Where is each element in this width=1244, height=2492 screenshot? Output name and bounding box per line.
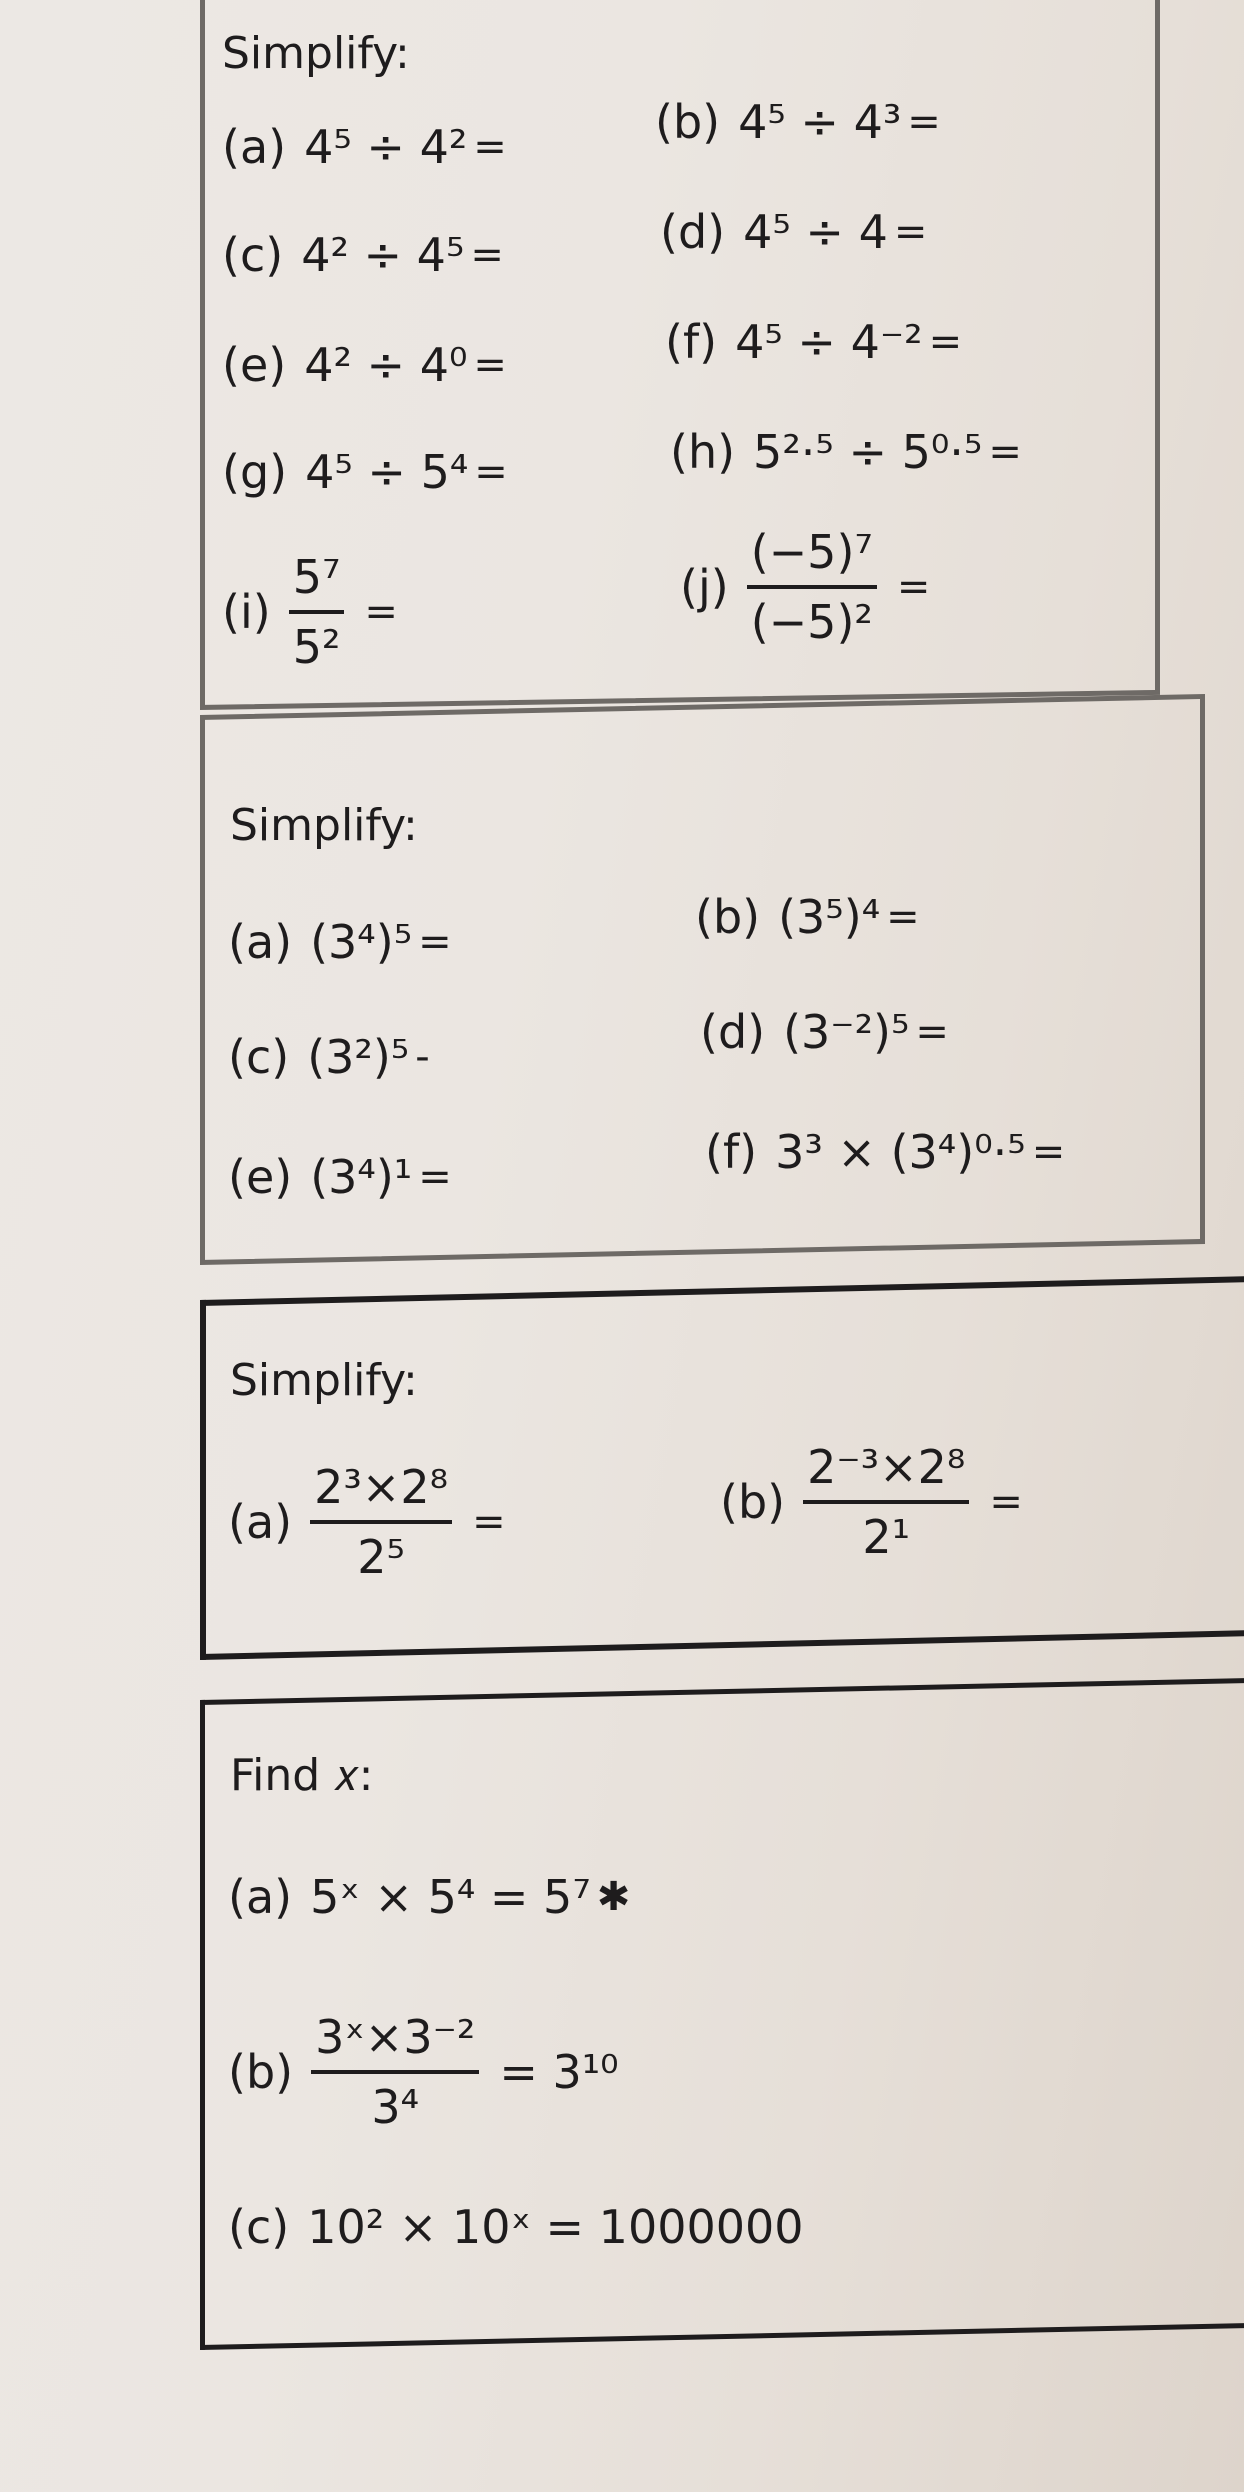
problem-item	[222, 228, 504, 282]
problem-label: (f)	[665, 315, 718, 369]
fraction-numerator: 3ˣ×3⁻²	[315, 2010, 476, 2064]
problem-item	[670, 425, 1022, 479]
handwritten-mark: =	[988, 429, 1022, 475]
section-heading: Find 𝑥:	[230, 1750, 374, 1801]
problem-label: (c)	[228, 2200, 290, 2254]
problem-expression: (3⁴)¹	[310, 1150, 413, 1204]
handwritten-mark: =	[893, 209, 928, 255]
problem-label: (d)	[660, 205, 726, 259]
problem-item	[222, 550, 398, 674]
problem-expression: 3³ × (3⁴)⁰·⁵	[775, 1125, 1026, 1179]
handwritten-mark: =	[896, 564, 931, 610]
fraction-denominator: 3⁴	[371, 2080, 420, 2134]
fraction	[310, 1460, 452, 1584]
fraction	[289, 550, 345, 674]
handwritten-mark: =	[907, 99, 941, 145]
problem-label: (e)	[222, 338, 287, 392]
problem-item	[665, 315, 962, 369]
problem-label: (d)	[700, 1005, 766, 1059]
problem-label: (e)	[228, 1150, 293, 1204]
problem-item	[228, 2200, 804, 2254]
fraction-numerator: (−5)⁷	[750, 525, 873, 579]
problem-label: (j)	[680, 560, 729, 614]
problem-expression: 4⁵ ÷ 4²	[304, 120, 468, 174]
problem-expression: (3⁻²)⁵	[783, 1005, 910, 1059]
fraction	[311, 2010, 479, 2134]
section-heading: Simplify:	[230, 1355, 418, 1406]
problem-label: (b)	[228, 2045, 294, 2099]
problem-item	[228, 1870, 630, 1924]
handwritten-mark: =	[989, 1479, 1023, 1525]
fraction	[803, 1440, 969, 1564]
problem-item	[222, 120, 507, 174]
problem-expression: 4² ÷ 4⁵	[301, 228, 465, 282]
problem-expression: 10² × 10ˣ = 1000000	[307, 2200, 804, 2254]
problem-expression: 5²·⁵ ÷ 5⁰·⁵	[753, 425, 983, 479]
handwritten-mark: =	[915, 1009, 949, 1055]
fraction-denominator: 5²	[292, 620, 341, 674]
problem-label: (b)	[695, 890, 761, 944]
section-heading: Simplify:	[222, 28, 410, 79]
problem-expression: 5ˣ × 5⁴ = 5⁷	[310, 1870, 591, 1924]
handwritten-mark: =	[470, 232, 504, 278]
problem-expression: 4⁵ ÷ 4⁻²	[735, 315, 923, 369]
fraction	[747, 525, 877, 649]
problem-expression: (3⁵)⁴	[778, 890, 881, 944]
problem-label: (c)	[222, 228, 284, 282]
fraction-denominator: 2¹	[862, 1510, 911, 1564]
fraction-numerator: 5⁷	[292, 550, 341, 604]
problem-label: (c)	[228, 1030, 290, 1084]
handwritten-mark: -	[415, 1034, 430, 1080]
equation-rhs: = 3¹⁰	[499, 2045, 619, 2099]
handwritten-mark: =	[474, 449, 508, 495]
handwritten-mark: ✱	[596, 1874, 631, 1920]
fraction-denominator: (−5)²	[750, 595, 873, 649]
problem-label: (a)	[228, 915, 293, 969]
problem-label: (g)	[222, 445, 288, 499]
problem-item	[655, 95, 941, 149]
problem-label: (b)	[655, 95, 721, 149]
problem-label: (b)	[720, 1475, 786, 1529]
handwritten-mark: =	[472, 1499, 506, 1545]
fraction-denominator: 2⁵	[357, 1530, 405, 1584]
problem-item	[222, 445, 508, 499]
problem-item	[720, 1440, 1023, 1564]
problem-item	[660, 205, 927, 259]
handwritten-mark: =	[928, 319, 963, 365]
problem-label: (i)	[222, 585, 271, 639]
problem-expression: 4⁵ ÷ 4³	[738, 95, 902, 149]
problem-item	[228, 1460, 506, 1584]
problem-label: (f)	[705, 1125, 758, 1179]
handwritten-mark: =	[1031, 1129, 1066, 1175]
problem-label: (a)	[228, 1495, 293, 1549]
problem-item	[228, 1150, 452, 1204]
handwritten-mark: =	[364, 589, 398, 635]
problem-expression: 4⁵ ÷ 4	[743, 205, 888, 259]
problem-expression: 4⁵ ÷ 5⁴	[305, 445, 469, 499]
handwritten-mark: =	[886, 894, 920, 940]
problem-item	[228, 1030, 430, 1084]
problem-label: (a)	[222, 120, 287, 174]
problem-label: (h)	[670, 425, 736, 479]
problem-label: (a)	[228, 1870, 293, 1924]
problem-item	[680, 525, 930, 649]
handwritten-mark: =	[418, 919, 452, 965]
fraction-numerator: 2⁻³×2⁸	[807, 1440, 966, 1494]
problem-item	[700, 1005, 949, 1059]
problem-expression: (3⁴)⁵	[310, 915, 413, 969]
problem-expression: 4² ÷ 4⁰	[304, 338, 468, 392]
problem-item	[695, 890, 920, 944]
problem-item	[228, 2010, 619, 2134]
handwritten-mark: =	[473, 342, 507, 388]
fraction-numerator: 2³×2⁸	[314, 1460, 449, 1514]
problem-expression: (3²)⁵	[307, 1030, 410, 1084]
problem-item	[222, 338, 507, 392]
section-heading: Simplify:	[230, 800, 418, 851]
problem-item	[705, 1125, 1065, 1179]
problem-item	[228, 915, 452, 969]
handwritten-mark: =	[473, 124, 507, 170]
handwritten-mark: =	[418, 1154, 452, 1200]
